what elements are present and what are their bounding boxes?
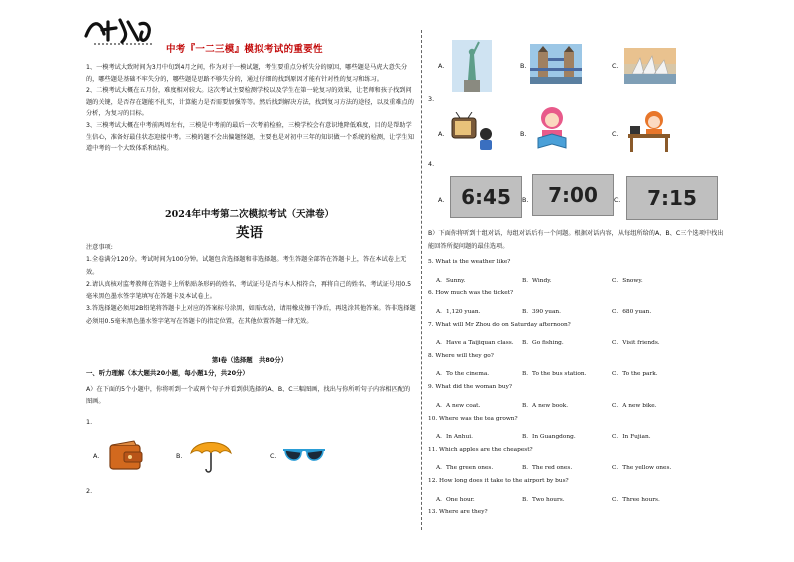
answer-option-a: A．To the cinema. (436, 371, 490, 378)
clock-time: 6:45 (450, 176, 522, 218)
part-a-instructions: A）在下面的5个小题中，你将听到一个或两个句子并看到供选择的A、B、C三幅图画，找出与你所听句子内容相匹配的图画。 (86, 386, 411, 405)
clock-time: 7:15 (626, 176, 718, 220)
answer-option-b: B．A new book. (522, 402, 569, 409)
option-label: B. (176, 452, 183, 460)
homework-girl-icon (624, 108, 674, 152)
question-stem: 9. What did the woman buy? (428, 384, 512, 391)
part-b-instructions: B）下面你将听到十组对话，每组对话后有一个问题。根据对话内容，从每组所给的A、B、C三个选项中找出能回答所提问题的最佳选项。 (428, 230, 724, 250)
watching-tv-icon (450, 112, 496, 152)
answer-option-c: C．To the park. (612, 371, 658, 378)
answer-option-c: C．Three hours. (612, 496, 660, 503)
option-label: A. (93, 452, 100, 460)
clock-time: 7:00 (532, 174, 614, 216)
section-title: 第I卷（选择题 共80分） (211, 356, 288, 364)
question-stem: 10. Where was the tea grown? (428, 415, 518, 422)
notes-item: 2.请认真核对监考教师在答题卡上所粘贴条形码的姓名、考试证号是否与本人相符合，再将自己的姓名、考试证号用0.5毫米黑色墨水签字笔填写在答题卡及本试卷上。 (86, 280, 412, 301)
option-label: A. (438, 62, 445, 70)
answer-option-c: C．In Fujian. (612, 434, 651, 440)
notes-block (86, 242, 416, 328)
question-stem: 13. Where are they? (428, 509, 488, 516)
question-stem: 8. Where will they go? (428, 352, 494, 359)
question-stem: 7. What will Mr Zhou do on Saturday afternoon? (428, 321, 571, 328)
answer-option-b: B．In Guangdong. (522, 434, 576, 440)
sunglasses-icon (281, 444, 327, 468)
answer-option-a: A．A new coat. (436, 402, 481, 409)
option-label: C. (270, 452, 277, 460)
banner-title: 中考『一二三模』模拟考试的重要性 (166, 44, 323, 55)
answer-option-b: B．Two hours. (522, 496, 565, 503)
notes-heading: 注意事项: (86, 244, 113, 251)
answer-option-a: A．In Anhui. (436, 434, 473, 440)
intro-paragraph: 1、一模考试大致时间为3月中旬到4月之间，作为对于一模试题，考生要重点分析失分的原因，哪些题是马虎大意失分的，哪些题是基础不牢失分的，哪些题是思路不够失分的，通过仔细的找到原因才能有针对性的复习和练习。 (86, 64, 408, 83)
option-label: C. (612, 62, 619, 70)
answer-option-a: A．The green ones. (436, 465, 494, 472)
reading-girl-icon (532, 104, 572, 150)
option-label: C. (614, 196, 621, 204)
option-label: B. (520, 130, 527, 138)
column-divider (421, 30, 422, 530)
answer-option-a: A．Sunny. (436, 277, 466, 284)
logo-icon (82, 14, 162, 48)
answer-option-b: B．Go fishing. (522, 340, 564, 347)
question-stem: 5. What is the weather like? (428, 259, 511, 265)
answer-option-c: C．Snowy. (612, 277, 643, 284)
umbrella-icon (189, 437, 233, 475)
question-stem: 6. How much was the ticket? (428, 290, 514, 297)
exam-title: 2024年中考第二次模拟考试（天津卷） (165, 209, 334, 220)
option-label: B. (522, 196, 529, 204)
opera-house-icon (624, 48, 676, 84)
part-title: 一、听力理解（本大题共20小题，每小题1分，共20分） (86, 369, 249, 377)
question-number: 4. (428, 160, 435, 168)
answer-option-a: A．Have a Taijiquan class. (436, 340, 514, 347)
notes-item: 3.答选择题必须用2B铅笔将答题卡上对应的答案标号涂黑，如需改动，请用橡皮擦干净后，再选涂其他答案。答非选择题必须用0.5毫米黑色墨水签字笔写在答题卡的指定位置，在其他位置答题一律无效。 (86, 305, 416, 325)
question-number: 2. (86, 487, 93, 495)
wallet-icon (108, 440, 144, 472)
option-label: A. (438, 196, 445, 204)
answer-option-c: C．Visit friends. (612, 340, 660, 347)
option-label: C. (612, 130, 619, 138)
question-number: 1. (86, 418, 93, 426)
answer-option-a: A．1,120 yuan. (436, 308, 481, 315)
answer-option-c: C．680 yuan. (612, 308, 652, 315)
question-stem: 12. How long does it take to the airport by bus? (428, 478, 569, 485)
notes-item: 1.全卷满分120分。考试时间为100分钟。试题包含选择题和非选择题。考生答题全部答在答题卡上，答在本试卷上无效。 (86, 256, 407, 276)
intro-text (86, 62, 416, 155)
answer-option-a: A．One hour. (436, 496, 475, 503)
intro-paragraph: 2、二模考试大概在五月份，难度相对较大。这次考试主要检测学校以及学生在第一轮复习的效果，让老师和孩子找到问题的关键，是否存在题能不扎实，计算能力是否需要加强等等。然后找到解决方法，找到复习方法的途径，以及重难点的分析，为复习的目标。 (86, 87, 414, 118)
subject-title: 英语 (236, 225, 263, 241)
option-label: B. (520, 62, 527, 70)
statue-of-liberty-icon (452, 40, 492, 92)
answer-option-c: C．A new bike. (612, 402, 657, 409)
answer-option-b: B．390 yuan. (522, 308, 562, 315)
question-stem: 11. Which apples are the cheapest? (428, 446, 533, 453)
intro-paragraph: 3、三模考试大概在中考前两周左右，三模是中考前的最后一次考前检验，三模学校会有意识地降低难度，目的是帮助学生信心，准备好最佳状态迎接中考。三模的题不会出偏题怪题，主要也是对初中三年的知识做一个系统的检测，让学生知道中考的一个大致体系和结构。 (86, 121, 414, 153)
option-label: A. (438, 130, 445, 138)
answer-option-b: B．The red ones. (522, 465, 573, 472)
answer-option-c: C．The yellow ones. (612, 465, 672, 472)
answer-option-b: B．To the bus station. (522, 371, 587, 378)
tower-bridge-icon (530, 44, 582, 84)
answer-option-b: B．Windy. (522, 277, 552, 284)
question-number: 3. (428, 95, 435, 103)
